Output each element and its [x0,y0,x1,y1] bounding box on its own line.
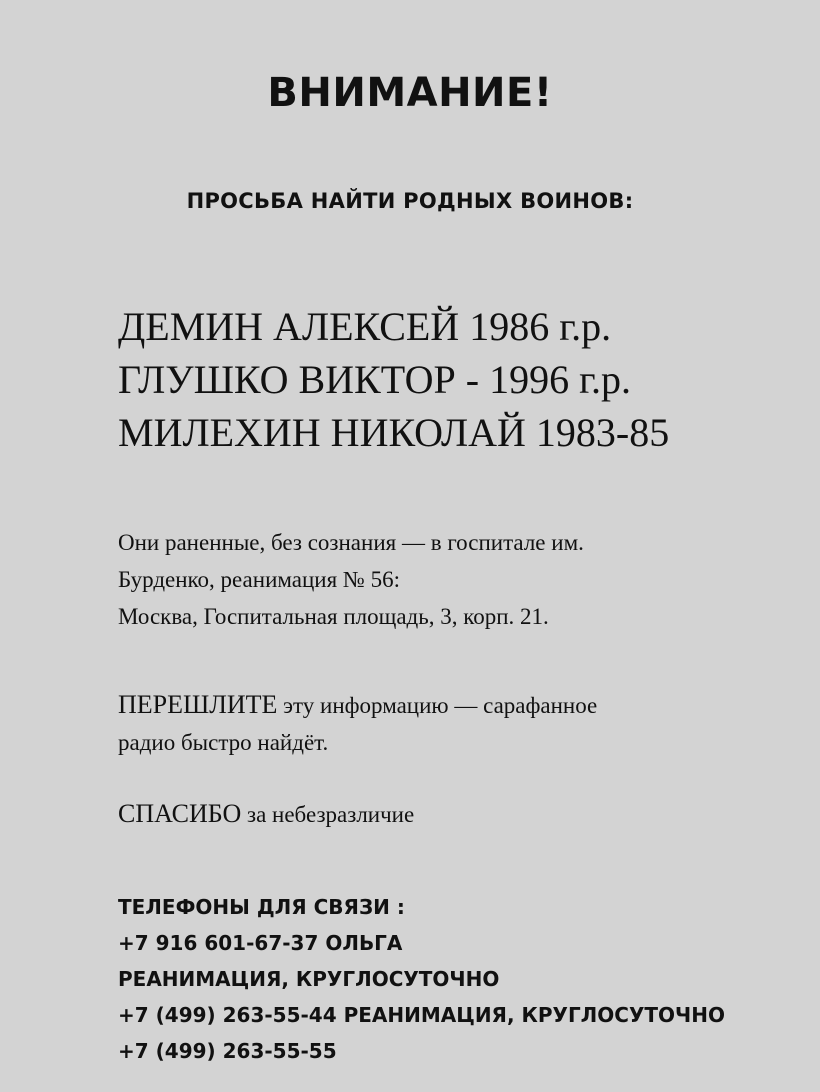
location-paragraph [118,524,778,635]
forward-line [118,686,778,724]
contacts-block [118,889,798,1069]
contact-note: РЕАНИМАЦИЯ, КРУГЛОСУТОЧНО [118,967,500,991]
notice-subtitle: ПРОСЬБА НАЙТИ РОДНЫХ ВОИНОВ: [186,189,634,213]
location-line: Они раненные, без сознания — в госпитале им. [118,530,584,555]
thanks-rest: за небезразличие [241,802,415,827]
forward-paragraph [118,686,778,761]
forward-caps: ПЕРЕШЛИТЕ [118,690,278,719]
notice-title: ВНИМАНИЕ! [267,70,553,116]
location-line: Москва, Госпитальная площадь, 3, корп. 21. [118,604,549,629]
names-list [118,300,808,459]
name-line: МИЛЕХИН НИКОЛАЙ 1983-85 [118,410,670,455]
name-line: ГЛУШКО ВИКТОР - 1996 г.р. [118,357,631,402]
contact-phone: +7 (499) 263-55-55 [118,1039,337,1063]
thanks-caps: СПАСИБО [118,799,242,828]
contact-phone: +7 (499) 263-55-44 РЕАНИМАЦИЯ, КРУГЛОСУТОЧНО [118,1003,725,1027]
thanks-paragraph [118,795,778,833]
contact-phone: +7 916 601-67-37 ОЛЬГА [118,931,403,955]
contacts-heading: ТЕЛЕФОНЫ ДЛЯ СВЯЗИ : [118,895,405,919]
location-line: Бурденко, реанимация № 56: [118,567,401,592]
forward-line-2: радио быстро найдёт. [118,730,329,755]
forward-rest: эту информацию — сарафанное [277,693,598,718]
name-line: ДЕМИН АЛЕКСЕЙ 1986 г.р. [118,304,612,349]
